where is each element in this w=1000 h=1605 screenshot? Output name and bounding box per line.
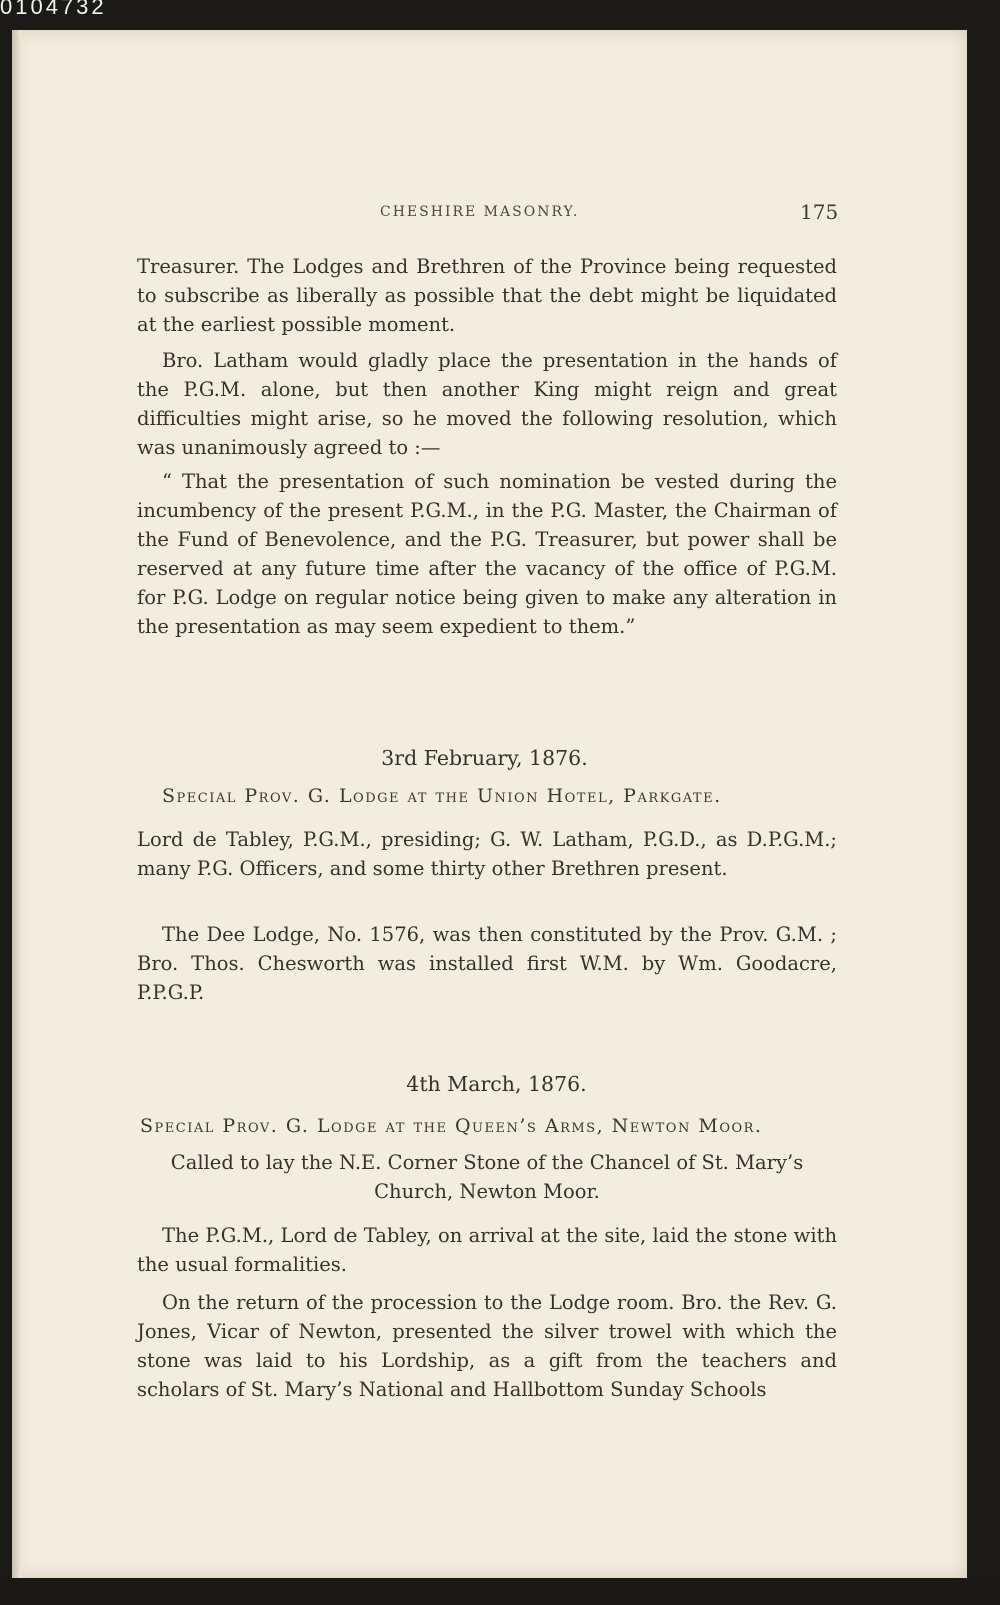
running-head: CHESHIRE MASONRY. [380, 204, 580, 220]
section-heading-parkgate: Special Prov. G. Lodge at the Union Hotel, Parkgate. [162, 785, 722, 807]
page-edge-shadow [12, 30, 22, 1578]
paragraph-parkgate-attendance: Lord de Tabley, P.G.M., presiding; G. W. Latham, P.G.D., as D.P.G.M.; many P.G. Officers, and some thirty other Brethren present. [137, 828, 837, 880]
paragraph-stone-laid: The P.G.M., Lord de Tabley, on arrival at the site, laid the stone with the usual formalities. [137, 1224, 837, 1276]
paragraph-latham-resolution: Bro. Latham would gladly place the presentation in the hands of the P.G.M. alone, but then another King might reign and great difficulties might arise, so he moved the following resolution, which was unanimously agreed to :— [137, 349, 837, 459]
scan-bottom-border [0, 1578, 1000, 1605]
paragraph-corner-stone: Called to lay the N.E. Corner Stone of the Chancel of St. Mary’s Church, Newton Moor. [170, 1151, 804, 1203]
scan-identifier: 0104732 [0, 0, 107, 19]
section-date-february: 3rd February, 1876. [381, 746, 588, 770]
paragraph-dee-lodge: The Dee Lodge, No. 1576, was then constituted by the Prov. G.M. ; Bro. Thos. Chesworth was installed first W.M. by Wm. Goodacre, P.P.G.P. [137, 923, 837, 1004]
paragraph-silver-trowel: On the return of the procession to the Lodge room. Bro. the Rev. G. Jones, Vicar of Newton, presented the silver trowel with which the stone was laid to his Lordship, as a gift from the teachers and scholars of St. Mary’s National and Hallbottom Sunday Schools [137, 1291, 837, 1401]
paragraph-treasurer: Treasurer. The Lodges and Brethren of the Province being requested to subscribe as liberally as possible that the debt might be liquidated at the earliest possible moment. [137, 255, 837, 336]
paragraph-resolution-quote: “ That the presentation of such nomination be vested during the incumbency of the present P.G.M., in the P.G. Master, the Chairman of the Fund of Benevolence, and the P.G. Treasurer, but power shall be reserved at any future time after the vacancy of the office of P.G.M. for P.G. Lodge on regular notice being given to make any alteration in the presentation as may seem expedient to them.” [137, 470, 837, 638]
book-page [12, 30, 967, 1578]
page-number: 175 [800, 200, 839, 224]
section-date-march: 4th March, 1876. [406, 1072, 587, 1096]
section-heading-newton-moor: Special Prov. G. Lodge at the Queen’s Arms, Newton Moor. [140, 1115, 763, 1137]
